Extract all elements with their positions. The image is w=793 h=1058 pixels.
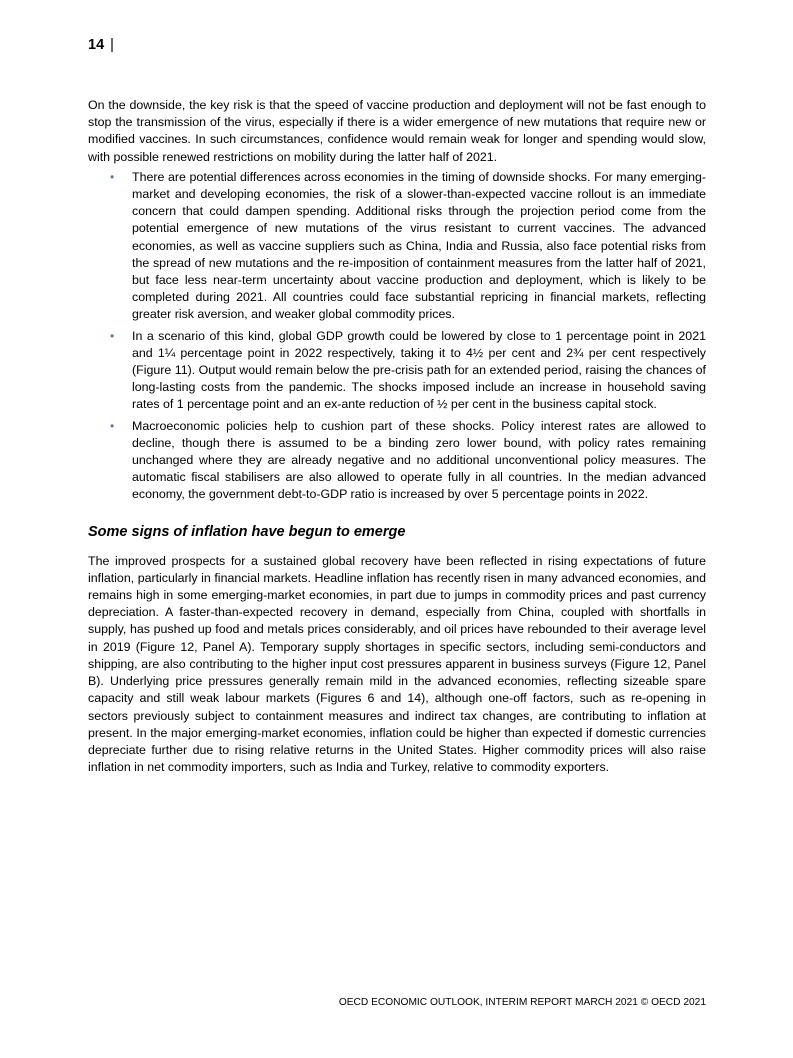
- page-number: [88, 36, 114, 54]
- page-number-value: 14: [88, 37, 105, 53]
- bullet-item: [88, 418, 706, 504]
- bullet-dot-icon: •: [110, 169, 115, 184]
- bullet-dot-icon: •: [110, 418, 115, 433]
- intro-paragraph: On the downside, the key risk is that the speed of vaccine production and deployment will not be fast enough to stop the transmission of the virus, especially if there is a wider emergence of new mutations that require new or modified vaccines. In such circumstances, confidence would remain weak for longer and spending would slow, with possible renewed restrictions on mobility during the latter half of 2021.: [88, 98, 706, 164]
- bullet-text: In a scenario of this kind, global GDP growth could be lowered by close to 1 percentage point in 2021 and 1¼ percentage point in 2022 respectively, taking it to 4½ per cent and 2¾ per cent respectively (Figure 11). Output would remain below the pre-crisis path for an extended period, raising the chances of long-lasting costs from the pandemic. The shocks imposed include an increase in household saving rates of 1 percentage point and an ex-ante reduction of ½ per cent in the business capital stock.: [132, 328, 706, 412]
- page-footer: OECD ECONOMIC OUTLOOK, INTERIM REPORT MARCH 2021 © OECD 2021: [338, 997, 706, 1008]
- bullet-text: Macroeconomic policies help to cushion part of these shocks. Policy interest rates are allowed to decline, though there is assumed to be a binding zero lower bound, with policy rates remaining unchanged where they are already negative and no additional unconventional policy measures. The automatic fiscal stabilisers are also allowed to operate fully in all countries. In the median advanced economy, the government debt-to-GDP ratio is increased by over 5 percentage points in 2022.: [132, 418, 706, 502]
- bullet-dot-icon: •: [110, 328, 115, 343]
- bullet-item: [88, 169, 706, 324]
- page-number-separator: |: [110, 37, 114, 53]
- bullet-item: [88, 328, 706, 414]
- page-body: [88, 97, 706, 776]
- section-paragraph: The improved prospects for a sustained global recovery have been reflected in rising expectations of future inflation, particularly in financial markets. Headline inflation has recently risen in many advanced economies, and remains high in some emerging-market economies, in part due to jumps in commodity prices and past currency depreciation. A faster-than-expected recovery in demand, especially from China, coupled with shortfalls in supply, has pushed up food and metals prices considerably, and oil prices have rebounded to their average level in 2019 (Figure 12, Panel A). Temporary supply shortages in specific sectors, including semi-conductors and shipping, are also contributing to the higher input cost pressures apparent in business surveys (Figure 12, Panel B). Underlying price pressures generally remain mild in the advanced economies, reflecting sizeable spare capacity and still weak labour markets (Figures 6 and 14), although one-off factors, such as re-opening in sectors previously subject to containment measures and indirect tax changes, are contributing to inflation at present. In the major emerging-market economies, inflation could be higher than expected if domestic currencies depreciate further due to rising relative returns in the United States. Higher commodity prices will also raise inflation in net commodity importers, such as India and Turkey, relative to commodity exporters.: [88, 553, 706, 775]
- section-heading: Some signs of inflation have begun to emerge: [88, 523, 406, 540]
- bullet-list: [88, 169, 706, 504]
- bullet-text: There are potential differences across economies in the timing of downside shocks. For many emerging-market and developing economies, the risk of a slower-than-expected vaccine rollout is an immediate concern that could dampen spending. Additional risks through the projection period come from the potential emergence of new mutations of the virus resistant to current vaccines. The advanced economies, as well as vaccine suppliers such as China, India and Russia, also face potential risks from the spread of new mutations and the re-imposition of containment measures from the latter half of 2021, but face less near-term uncertainty about vaccine production and deployment, which is likely to be completed during 2021. All countries could face substantial repricing in financial markets, reflecting greater risk aversion, and weaker global commodity prices.: [132, 169, 706, 322]
